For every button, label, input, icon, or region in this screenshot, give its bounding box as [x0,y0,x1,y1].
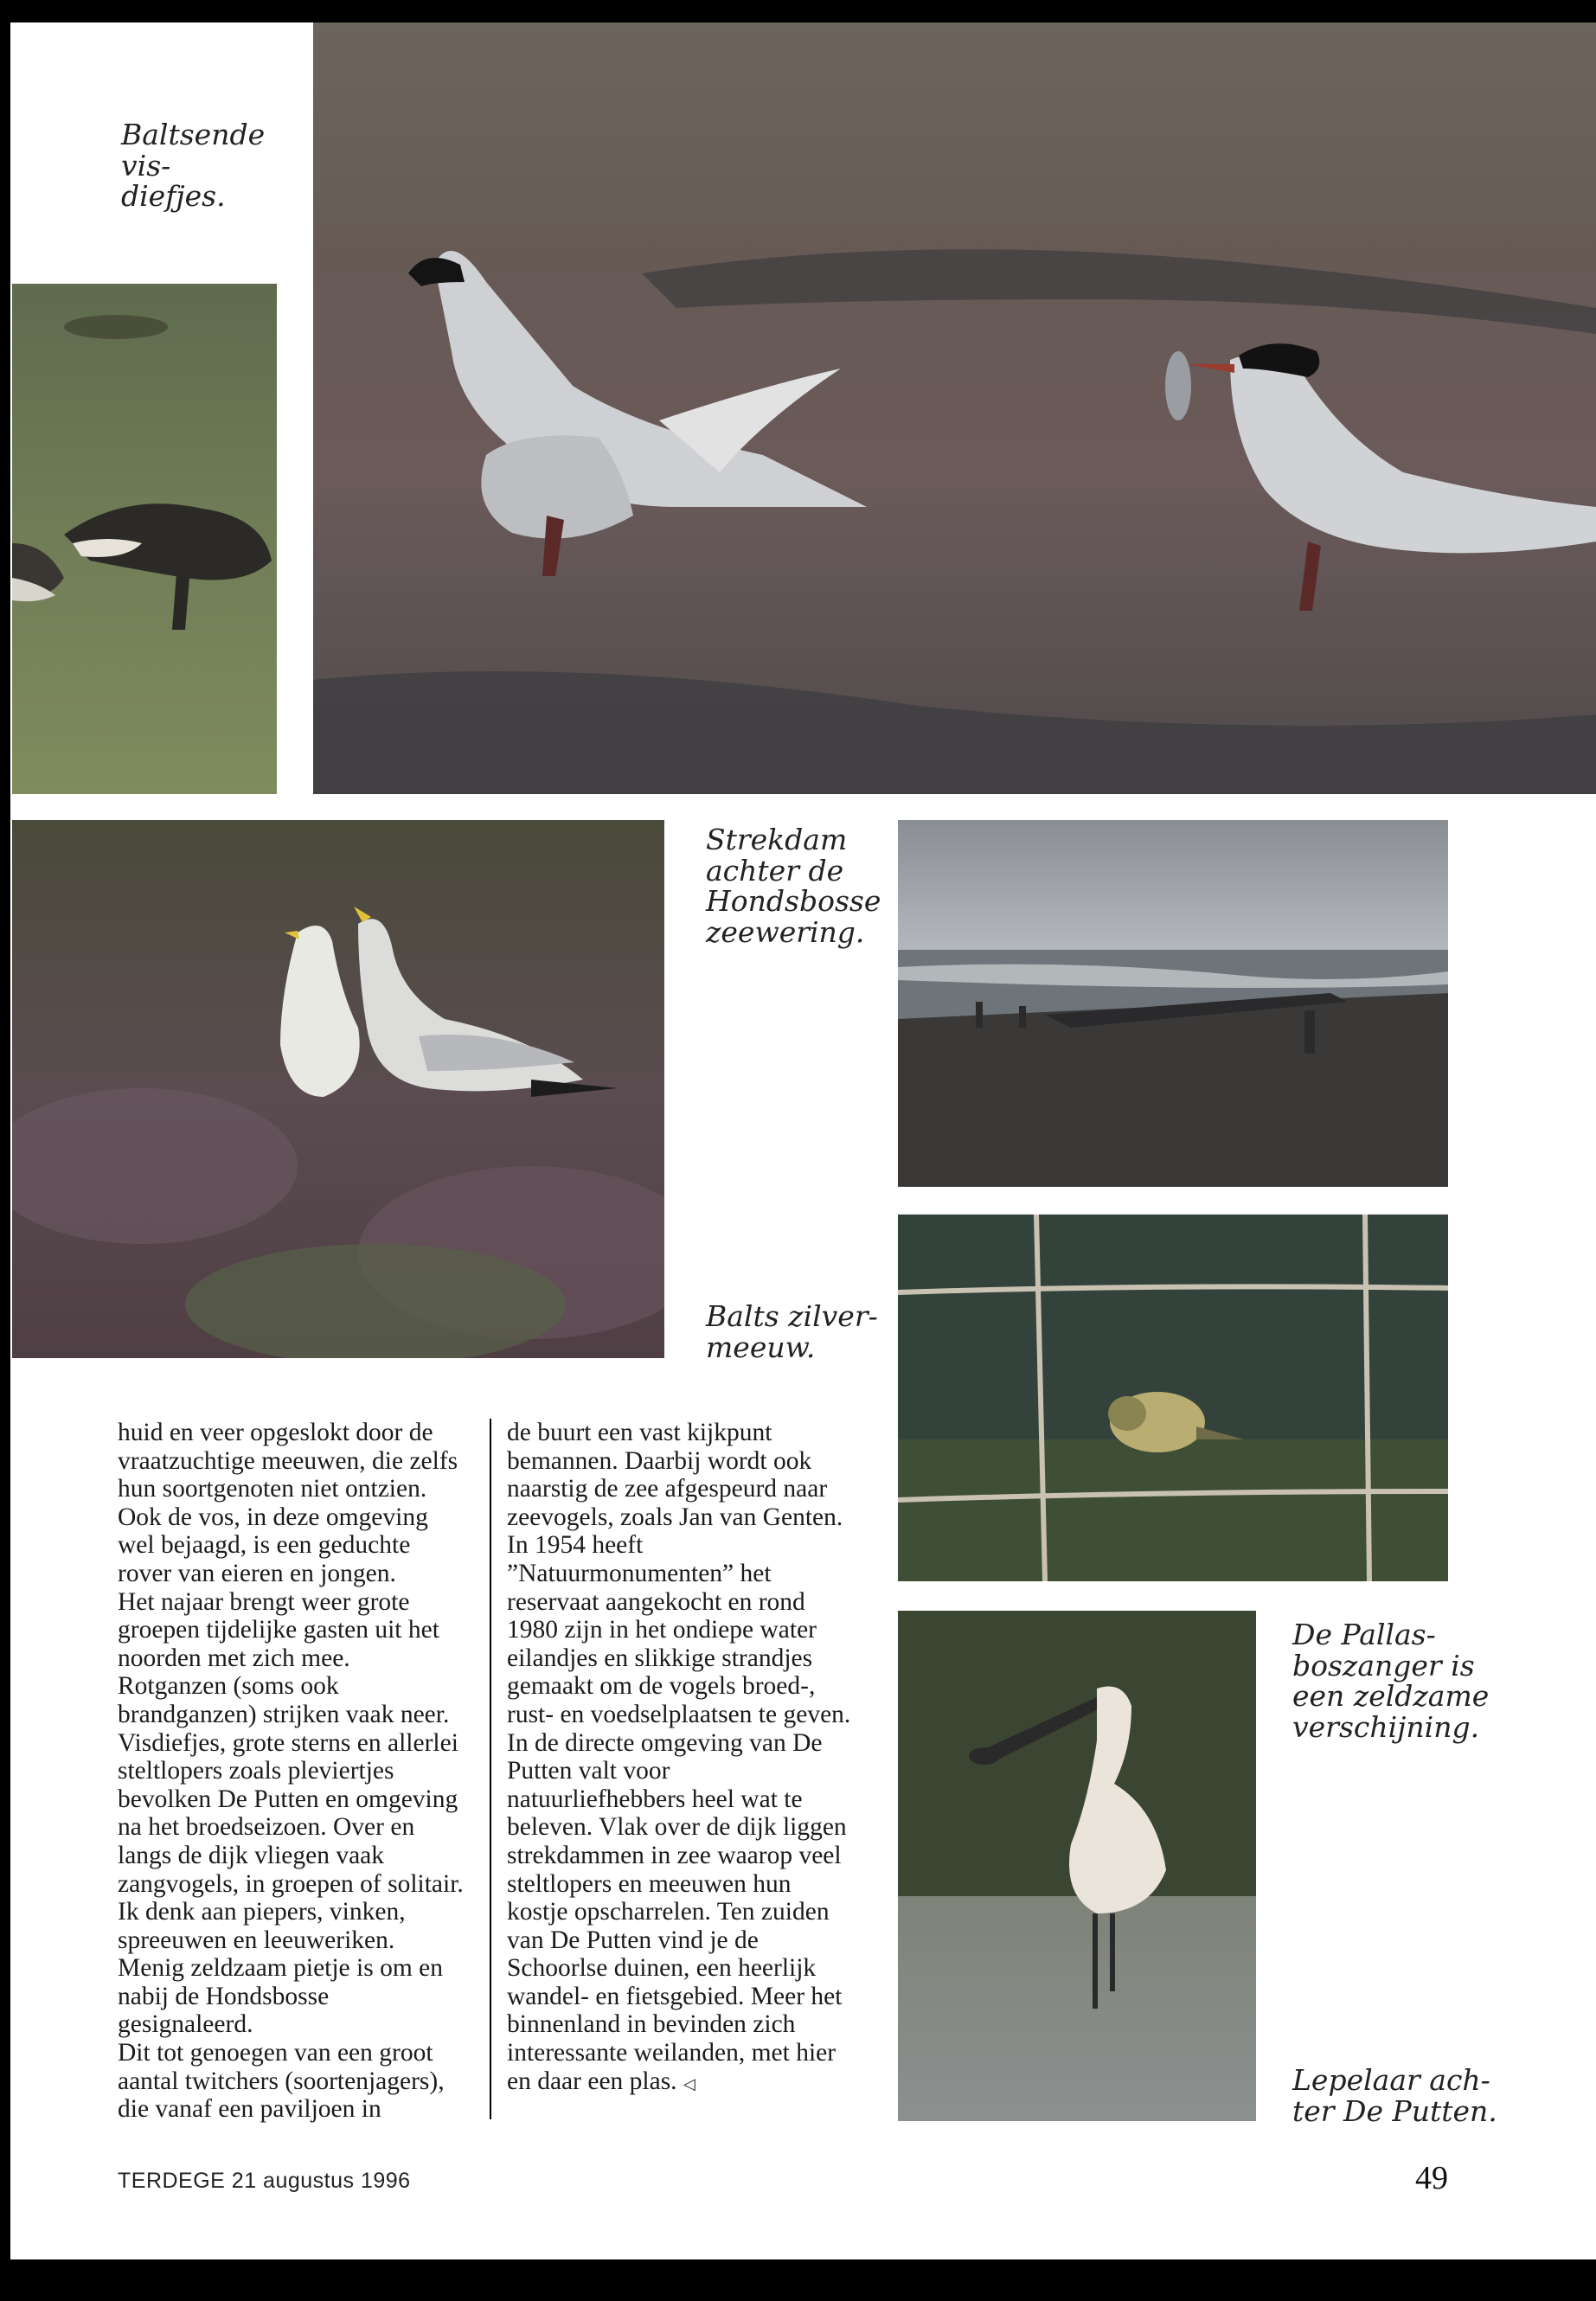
article-column-2 [507,1419,853,2098]
caption-spoonbill: Lepelaar ach- ter De Putten. [1292,2063,1497,2128]
page-top-border [0,0,1596,22]
goose-photo [12,284,277,794]
paragraph: Dit tot genoegen van een groot aantal twitchers (soortenjagers), die vanaf een paviljoen in [118,2039,445,2124]
caption-gulls: Balts zilver- meeuw. [706,1299,878,1364]
caption-strekdam: Strekdam achter de Hondsbosse zeewering. [706,823,881,949]
page-bottom-border [0,2259,1596,2301]
pallas-photo [898,1215,1448,1581]
caption-pallas: De Pallas- boszanger is een zeldzame verschijning. [1292,1618,1490,1744]
column-rule [490,1419,491,2119]
paragraph: huid en veer opgeslokt door de vraatzuchtige meeuwen, die zelfs hun soortgenoten niet ontzien. Ook de vos, in deze omgeving wel bejaagd, is een geduchte rover van eieren en jongen. [118,1419,458,1587]
paragraph: In de directe omgeving van De Putten valt voor natuurliefhebbers heel wat te beleven. Vlak over de dijk liggen strekdammen in zee waarop veel steltlopers en meeuwen hun kostje opscharrelen. Ten zuiden van De Putten vind je de Schoorlse duinen, een heerlijk wandel- en fietsgebied. Meer het binnenland in bevinden zich interessante weilanden, met hier en daar een plas. ◁ [507,1728,847,2095]
paragraph: Het najaar brengt weer grote groepen tijdelijke gasten uit het noorden met zich mee. Rotganzen (soms ook brandganzen) strijken vaak neer. Visdiefjes, grote sterns en allerlei steltlopers zoals pleviertjes bevolken De Putten en omgeving na het broedseizoen. Over en langs de dijk vliegen vaak zangvogels, in groepen of solitair. Ik denk aan piepers, vinken, spreeuwen en leeuweriken. Menig zeldzaam pietje is om en nabij de Hondsbosse gesignaleerd. [118,1587,464,2039]
gulls-photo [12,820,664,1358]
strekdam-photo [898,820,1448,1187]
footer-publication: TERDEGE 21 augustus 1996 [118,2169,411,2193]
article-column-1 [118,1419,464,2124]
page-number: 49 [1415,2160,1448,2196]
end-mark-icon: ◁ [683,2074,695,2093]
terns-photo [313,22,1596,794]
caption-terns: Baltsende vis- diefjes. [121,118,266,214]
spoonbill-photo [898,1611,1256,2121]
page-left-border [0,0,10,2301]
paragraph: de buurt een vast kijkpunt bemannen. Daarbij wordt ook naarstig de zee afgespeurd naar zeevogels, zoals Jan van Genten. In 1954 heeft ”Natuurmonumenten” het reservaat aangekocht en rond 1980 zijn in het ondiepe water eilandjes en slikkige strandjes gemaakt om de vogels broed-, rust- en voedselplaatsen te geven. [507,1419,851,1728]
